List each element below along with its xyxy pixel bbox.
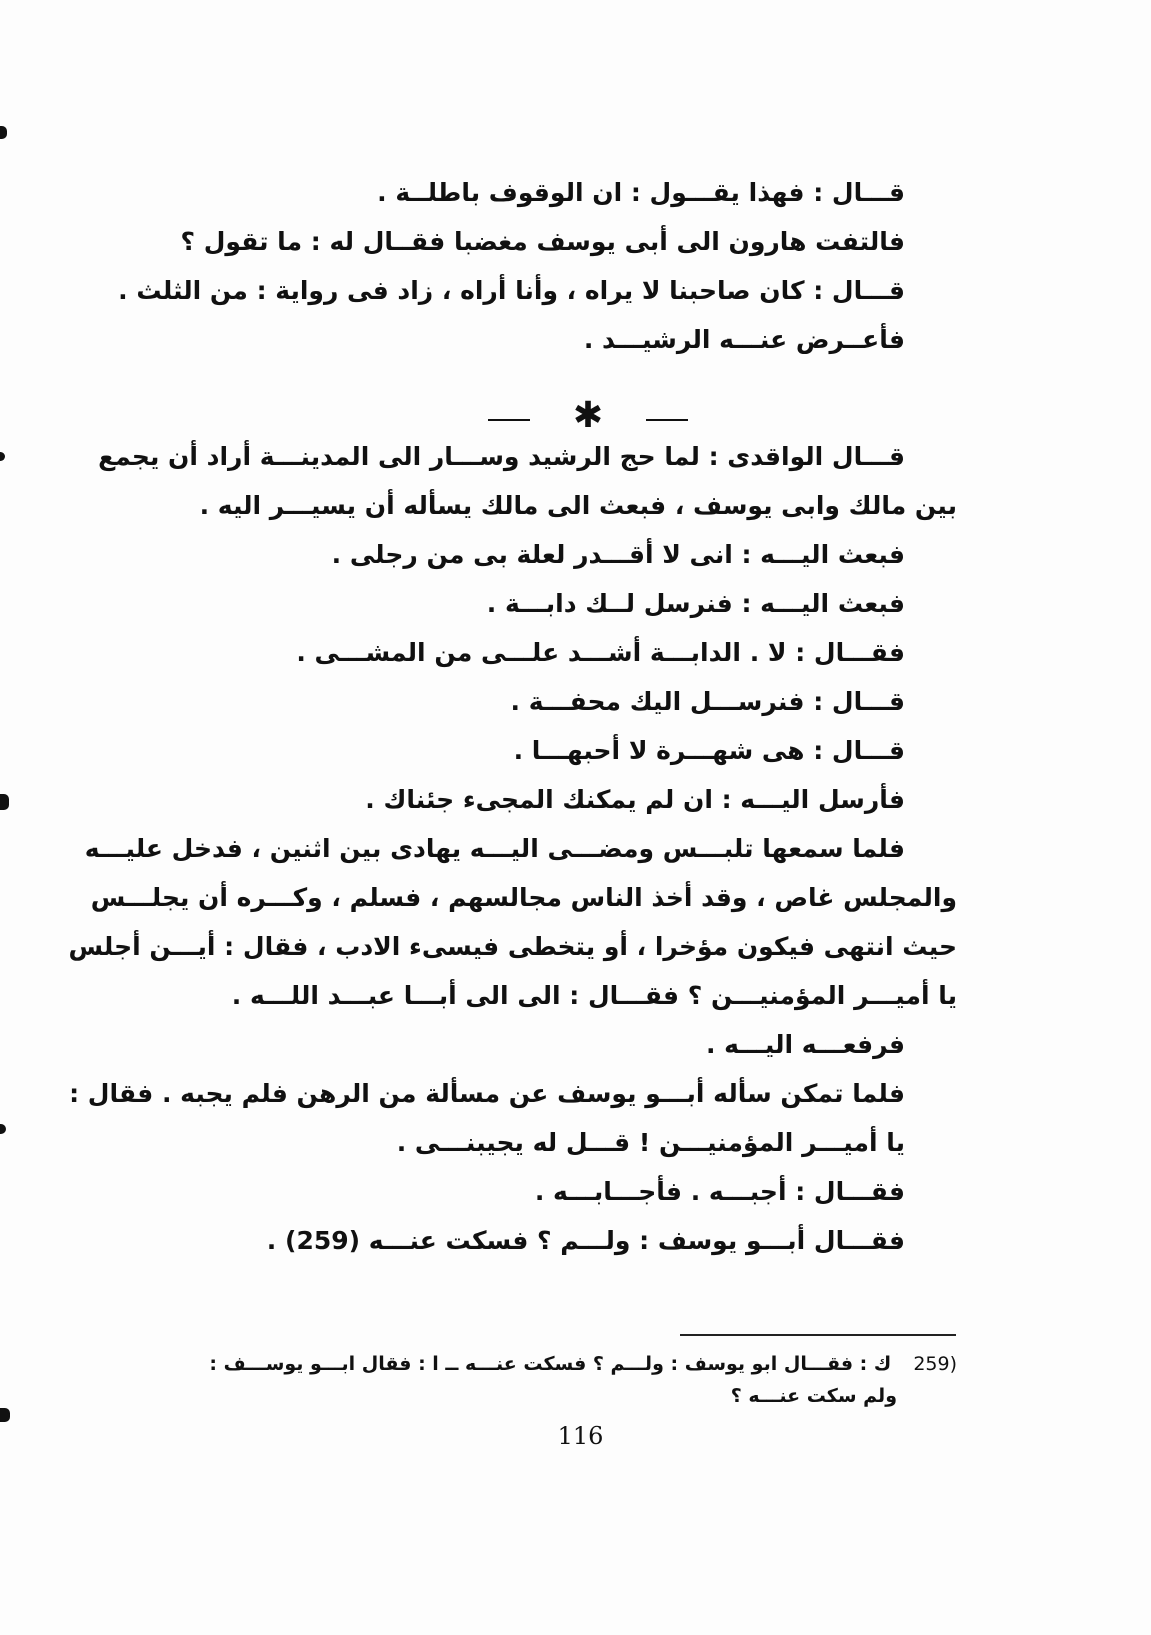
text-line: فالتفت هارون الى أبى يوسف مغضبا فقــال له : ما تقول ؟ bbox=[180, 227, 905, 256]
text-line: قـــال : فنرســـل اليك محفـــة . bbox=[510, 687, 905, 716]
scan-edge-mark bbox=[0, 126, 7, 139]
text-line: قـــال : فهذا يقـــول : ان الوقوف باطلــة . bbox=[377, 178, 905, 207]
text-line: فأرسل اليـــه : ان لم يمكنك المجىء جئناك . bbox=[365, 785, 905, 814]
scan-edge-mark bbox=[0, 1408, 10, 1422]
footnote-text: ك : فقـــال ابو يوسف : ولـــم ؟ فسكت عنـــه ــ ا : فقال ابـــو يوســـف : bbox=[209, 1353, 892, 1375]
footnote-number: (259 bbox=[913, 1353, 957, 1375]
text-line: قـــال : كان صاحبنا لا يراه ، وأنا أراه ، زاد فى رواية : من الثلث . bbox=[118, 276, 905, 305]
text-line: فبعث اليـــه : انى لا أقـــدر لعلة بى من رجلى . bbox=[331, 540, 905, 569]
text-line: فرفعـــه اليـــه . bbox=[705, 1030, 905, 1059]
text-line: فقـــال أبـــو يوسف : ولـــم ؟ فسكت عنـــه (259) . bbox=[266, 1226, 905, 1255]
scan-edge-mark bbox=[0, 452, 5, 461]
footnote-line bbox=[205, 1348, 957, 1380]
text-line: فبعث اليـــه : فنرسل لــك دابـــة . bbox=[486, 589, 905, 618]
text-line: بين مالك وابى يوسف ، فبعث الى مالك يسأله أن يسيـــر اليه . bbox=[199, 491, 957, 520]
section-1 bbox=[118, 168, 957, 364]
footnote-line: ولم سكت عنـــه ؟ bbox=[730, 1385, 897, 1407]
text-line: قـــال : هى شهـــرة لا أحبهـــا . bbox=[513, 736, 905, 765]
asterisk-ornament-icon: ✱ bbox=[572, 395, 604, 436]
text-line: فقـــال : لا . الدابـــة أشـــد علـــى من المشـــى . bbox=[296, 638, 905, 667]
section-2 bbox=[68, 432, 957, 1265]
text-line: يا أميـــر المؤمنيـــن ؟ فقـــال : الى الى أبـــا عبـــد اللـــه . bbox=[231, 981, 957, 1010]
text-line: يا أميـــر المؤمنيـــن ! قـــل له يجيبنـــى . bbox=[396, 1128, 905, 1157]
footnote bbox=[205, 1348, 957, 1412]
page-number: 116 bbox=[557, 1422, 604, 1450]
footnote-rule bbox=[680, 1334, 956, 1336]
scan-edge-mark bbox=[0, 1124, 6, 1134]
text-line: والمجلس غاص ، وقد أخذ الناس مجالسهم ، فسلم ، وكـــره أن يجلـــس bbox=[90, 883, 957, 912]
scan-edge-mark bbox=[0, 794, 9, 810]
text-line: فأعــرض عنـــه الرشيـــد . bbox=[583, 325, 905, 354]
separator-dash bbox=[488, 419, 530, 421]
text-line: فلما تمكن سأله أبـــو يوسف عن مسألة من الرهن فلم يجبه . فقال : bbox=[69, 1079, 905, 1108]
text-line: فلما سمعها تلبـــس ومضـــى اليـــه يهادى بين اثنين ، فدخل عليـــه bbox=[84, 834, 905, 863]
text-line: قـــال الواقدى : لما حج الرشيد وســـار الى المدينـــة أراد أن يجمع bbox=[98, 442, 905, 471]
text-line: فقـــال : أجبـــه . فأجـــابـــه . bbox=[534, 1177, 905, 1206]
text-line: حيث انتهى فيكون مؤخرا ، أو يتخطى فيسىء الادب ، فقال : أيـــن أجلس bbox=[68, 932, 957, 961]
separator-dash bbox=[646, 419, 688, 421]
